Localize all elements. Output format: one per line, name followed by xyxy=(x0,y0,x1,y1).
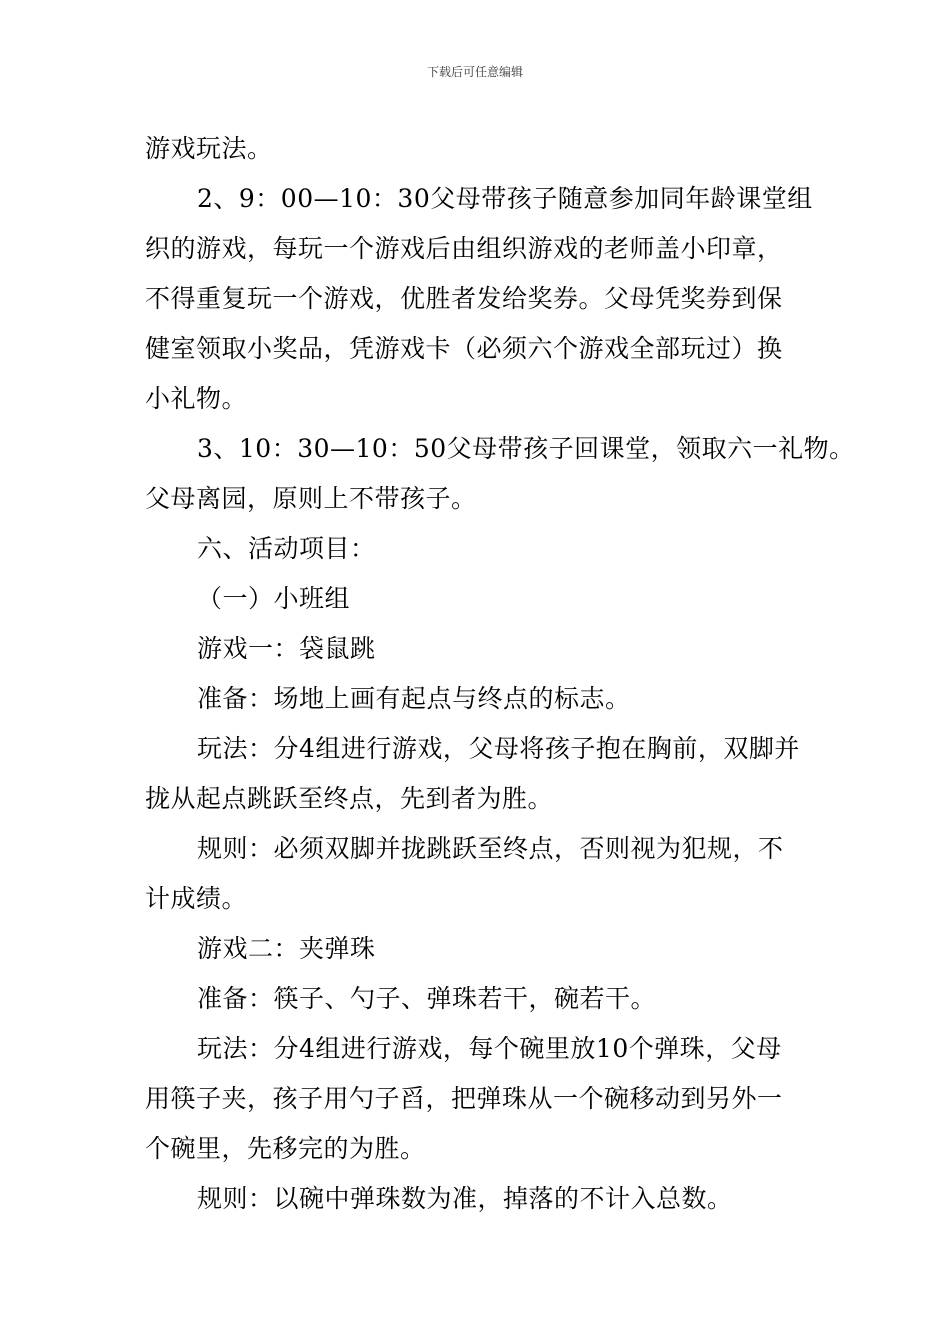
text-line: 2、9：00—10：30父母带孩子随意参加同年龄课堂组 xyxy=(197,184,813,213)
text-line: 小礼物。 xyxy=(145,384,248,413)
text-line: 3、10：30—10：50父母带孩子回课堂，领取六一礼物。 xyxy=(197,434,855,463)
text-line: 规则：必须双脚并拢跳跃至终点，否则视为犯规，不 xyxy=(197,834,784,863)
text-line: 准备：筷子、勺子、弹珠若干，碗若干。 xyxy=(197,984,657,1013)
text-line: 父母离园，原则上不带孩子。 xyxy=(145,484,477,513)
text-line: 用筷子夹，孩子用勺子舀，把弹珠从一个碗移动到另外一 xyxy=(145,1084,783,1113)
text-line: 计成绩。 xyxy=(145,884,248,913)
page-header: 下载后可任意编辑 xyxy=(426,65,523,79)
subsection-heading: （一）小班组 xyxy=(197,584,351,613)
section-heading: 六、活动项目： xyxy=(197,534,376,563)
text-line: 个碗里，先移完的为胜。 xyxy=(145,1134,426,1163)
text-line: 准备：场地上画有起点与终点的标志。 xyxy=(197,684,631,713)
text-line: 不得重复玩一个游戏，优胜者发给奖券。父母凭奖券到保 xyxy=(145,284,783,313)
text-line: 健室领取小奖品，凭游戏卡（必须六个游戏全部玩过）换 xyxy=(145,334,783,363)
text-line: 拢从起点跳跃至终点，先到者为胜。 xyxy=(145,784,554,813)
document-body xyxy=(145,124,855,1224)
text-line: 玩法：分4组进行游戏，父母将孩子抱在胸前，双脚并 xyxy=(197,734,800,763)
text-line: 玩法：分4组进行游戏，每个碗里放10个弹珠，父母 xyxy=(197,1034,782,1063)
text-line: 织的游戏，每玩一个游戏后由组织游戏的老师盖小印章， xyxy=(145,234,783,263)
text-line: 规则：以碗中弹珠数为准，掉落的不计入总数。 xyxy=(197,1184,733,1213)
game-title: 游戏二：夹弹珠 xyxy=(197,934,376,963)
text-line: 游戏玩法。 xyxy=(145,134,273,163)
game-title: 游戏一：袋鼠跳 xyxy=(197,634,376,663)
